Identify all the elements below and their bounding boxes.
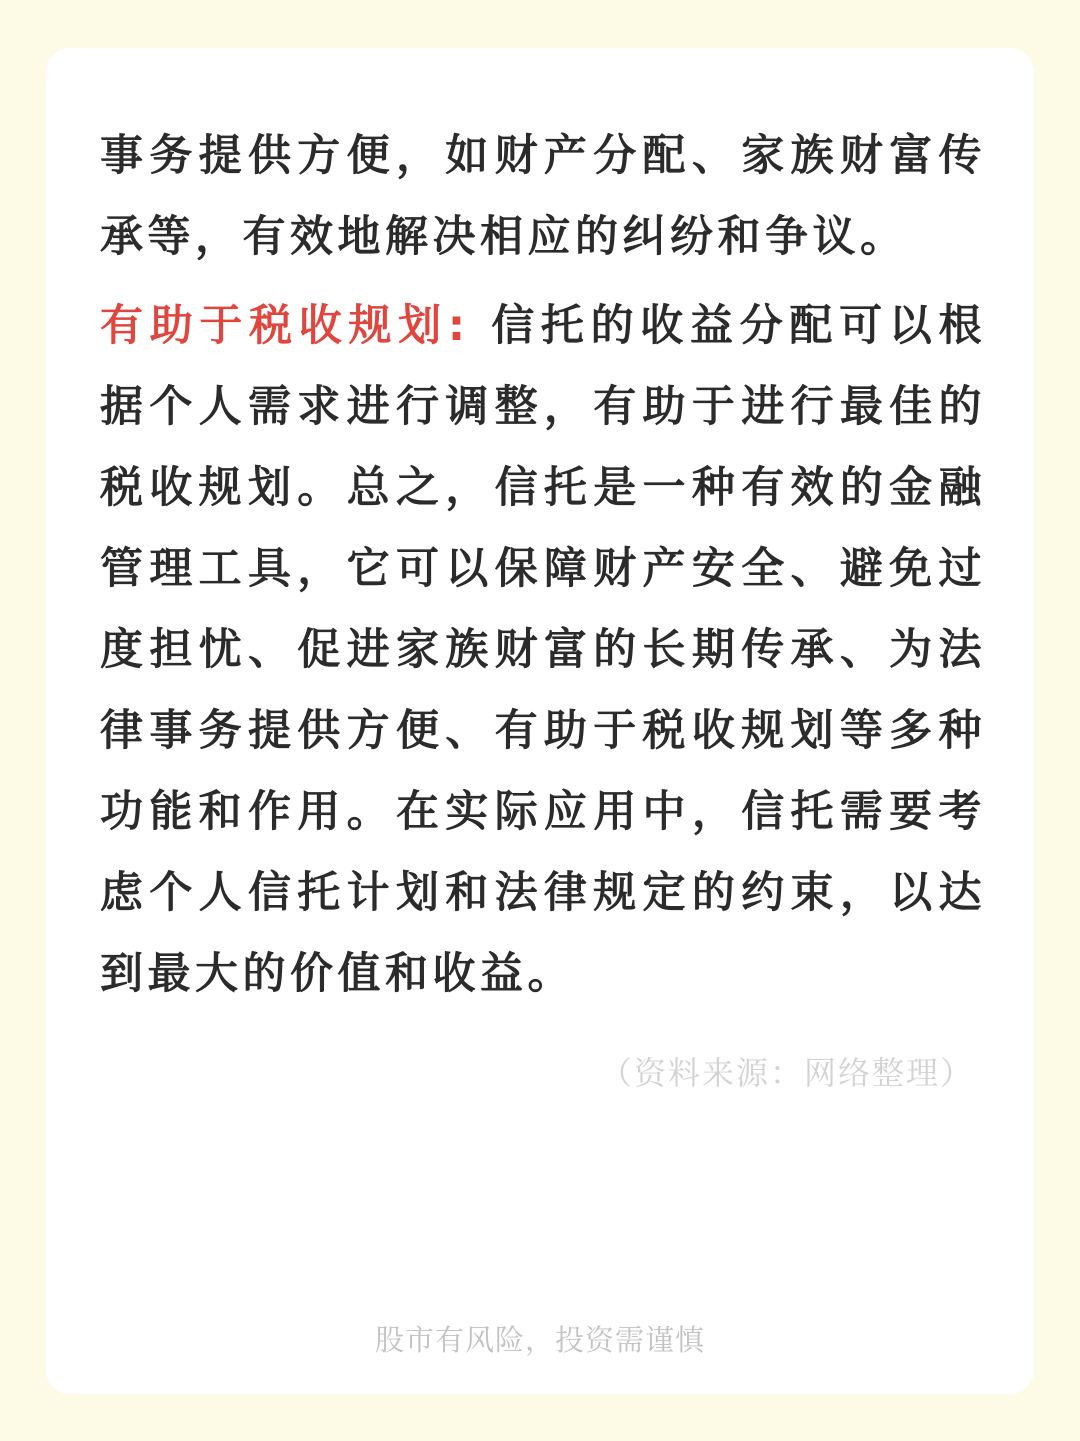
paragraph-legal-affairs [100, 116, 986, 278]
content-card [46, 48, 1034, 1394]
paragraph-legal-affairs-text: 事务提供方便，如财产分配、家族财富传承等，有效地解决相应的纠纷和争议。 [100, 131, 986, 262]
paragraph-tax-planning-text: 信托的收益分配可以根据个人需求进行调整，有助于进行最佳的税收规划。总之，信托是一种有效的金融管理工具，它可以保障财产安全、避免过度担忧、促进家族财富的长期传承、为法律事务提供方便、有助于税收规划等多种功能和作用。在实际应用中，信托需要考虑个人信托计划和法律规定的约束，以达到最大的价值和收益。 [100, 301, 986, 999]
article-body [100, 116, 986, 1015]
source-note: （资料来源：网络整理） [599, 1054, 974, 1092]
paragraph-tax-planning [100, 286, 986, 1015]
risk-disclaimer: 股市有风险，投资需谨慎 [374, 1323, 705, 1357]
tax-planning-heading: 有助于税收规划: [100, 301, 470, 351]
